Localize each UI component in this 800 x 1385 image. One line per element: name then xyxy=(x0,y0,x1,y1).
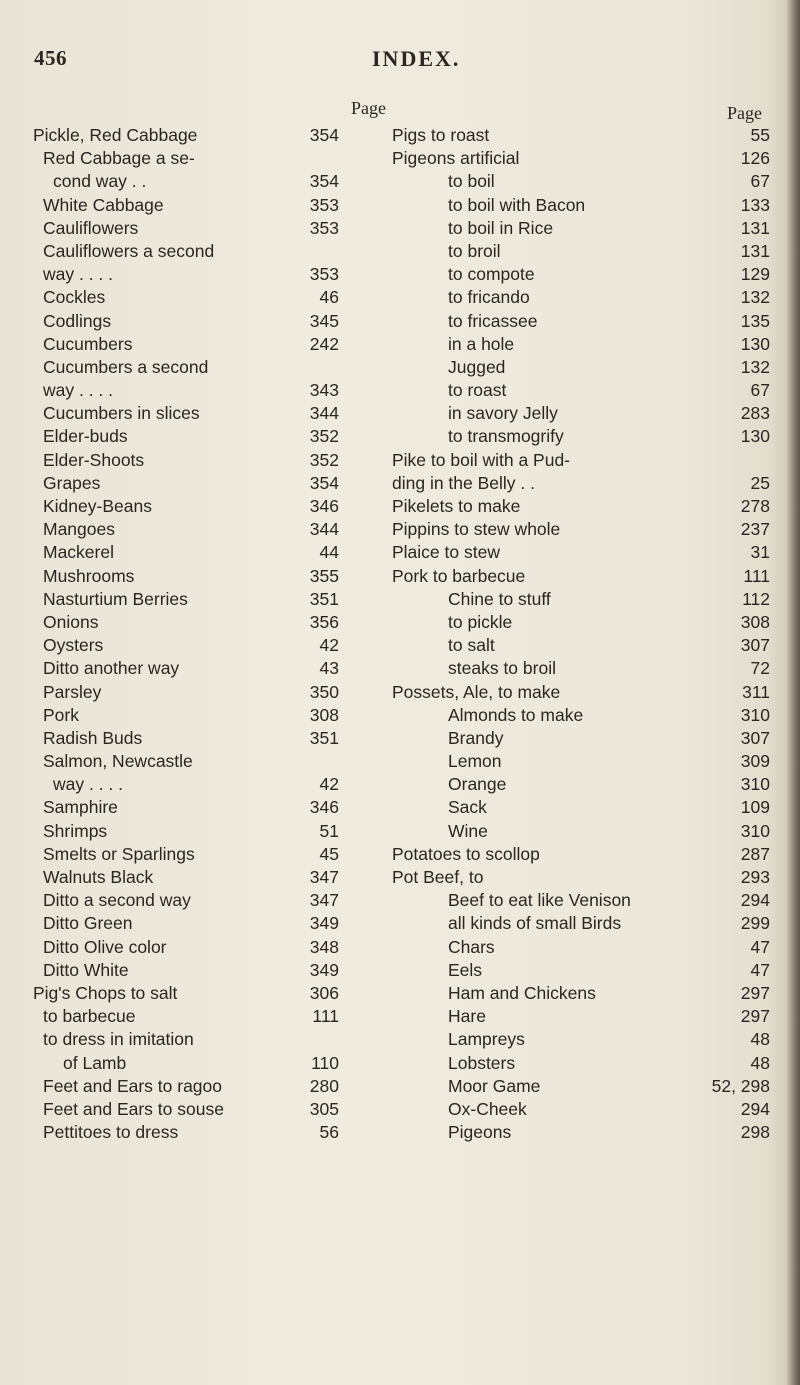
entry-label: Onions xyxy=(43,611,99,632)
entry-label: Feet and Ears to souse xyxy=(43,1098,224,1119)
entry-page-number: 278 xyxy=(740,496,770,516)
page-header xyxy=(0,46,800,78)
index-entry xyxy=(392,333,770,356)
index-entry xyxy=(392,889,770,912)
entry-page-number: 344 xyxy=(309,519,339,540)
entry-page-number: 112 xyxy=(742,588,770,609)
index-entry xyxy=(33,495,369,518)
entry-label: Pettitoes to dress xyxy=(43,1122,179,1143)
entry-page-number: 309 xyxy=(740,751,770,772)
index-entry xyxy=(392,704,770,727)
index-entry xyxy=(392,356,770,379)
entry-label: Walnuts Black xyxy=(43,867,154,887)
index-entry xyxy=(33,704,369,727)
index-entry xyxy=(392,1121,770,1144)
index-entry xyxy=(33,1028,369,1051)
entry-page-number: 67 xyxy=(750,171,770,192)
entry-page-number: 346 xyxy=(309,496,339,516)
index-entry xyxy=(392,982,770,1005)
entry-page-number: 47 xyxy=(750,959,770,980)
entry-page-number: 51 xyxy=(319,820,339,841)
entry-label: in a hole xyxy=(448,333,515,354)
entry-label: Oysters xyxy=(43,635,104,656)
index-entry xyxy=(33,565,369,588)
entry-label: way . . . . xyxy=(43,380,114,401)
entry-page-number: 56 xyxy=(319,1122,339,1143)
entry-label: Lemon xyxy=(448,751,502,772)
entry-label: steaks to broil xyxy=(448,658,556,679)
index-entry xyxy=(392,449,770,472)
index-entry xyxy=(33,982,369,1005)
entry-label: to compote xyxy=(448,264,535,285)
entry-label: Radish Buds xyxy=(43,727,143,748)
entry-label: Feet and Ears to ragoo xyxy=(43,1075,222,1096)
entry-page-number: 353 xyxy=(309,194,339,215)
entry-label: Salmon, Newcastle xyxy=(43,751,193,772)
entry-label: Eels xyxy=(448,959,483,980)
index-entry xyxy=(33,681,369,704)
entry-page-number: 44 xyxy=(319,542,339,563)
entry-label: Possets, Ale, to make xyxy=(392,681,561,702)
index-entry xyxy=(33,240,369,263)
entry-page-number: 293 xyxy=(740,867,770,887)
entry-label: to pickle xyxy=(448,611,513,632)
entry-label: Jugged xyxy=(448,356,506,377)
entry-label: Mackerel xyxy=(43,542,114,563)
index-entry xyxy=(33,286,369,309)
entry-label: Potatoes to scollop xyxy=(392,843,540,864)
entry-label: Pot Beef, to xyxy=(392,867,484,887)
entry-label: to fricassee xyxy=(448,310,538,331)
entry-page-number: 311 xyxy=(742,681,770,702)
index-entry xyxy=(392,518,770,541)
entry-label: Wine xyxy=(448,820,488,841)
index-entry xyxy=(392,843,770,866)
index-entry xyxy=(392,1052,770,1075)
index-entry xyxy=(33,263,369,286)
entry-label: to dress in imitation xyxy=(43,1029,194,1050)
index-entry xyxy=(33,889,369,912)
entry-page-number: 348 xyxy=(309,936,339,957)
index-entry xyxy=(33,657,369,680)
entry-page-number: 109 xyxy=(740,797,770,818)
index-entry xyxy=(33,820,369,843)
running-title: INDEX. xyxy=(372,46,461,71)
index-entry xyxy=(392,124,770,147)
index-entry xyxy=(33,796,369,819)
entry-page-number: 352 xyxy=(309,449,339,470)
index-entry xyxy=(33,1052,369,1075)
index-entry xyxy=(392,379,770,402)
entry-page-number: 131 xyxy=(740,217,770,238)
index-entry xyxy=(33,750,369,773)
entry-label: Chine to stuff xyxy=(448,588,551,609)
entry-label: Orange xyxy=(448,774,507,795)
entry-label: Ditto another way xyxy=(43,658,180,679)
index-entry xyxy=(392,240,770,263)
index-entry xyxy=(392,750,770,773)
index-entry xyxy=(392,263,770,286)
entry-page-number: 310 xyxy=(740,704,770,725)
entry-label: to roast xyxy=(448,380,507,401)
entry-label: Elder-buds xyxy=(43,426,128,447)
entry-label: Ham and Chickens xyxy=(448,982,596,1003)
entry-label: Pickle, Red Cabbage xyxy=(33,125,198,145)
entry-page-number: 72 xyxy=(750,658,770,679)
entry-label: Ditto a second way xyxy=(43,890,191,911)
entry-label: Sack xyxy=(448,797,487,818)
index-entry xyxy=(33,1005,369,1028)
index-entry xyxy=(392,194,770,217)
index-entry xyxy=(392,727,770,750)
entry-label: Shrimps xyxy=(43,820,108,841)
entry-page-number: 132 xyxy=(740,287,770,308)
index-entry xyxy=(33,912,369,935)
entry-page-number: 343 xyxy=(309,380,339,401)
index-entry xyxy=(392,1075,770,1098)
index-entry xyxy=(392,1098,770,1121)
entry-page-number: 242 xyxy=(309,333,339,354)
entry-page-number: 310 xyxy=(740,774,770,795)
index-entry xyxy=(33,449,369,472)
entry-label: Elder-Shoots xyxy=(43,449,145,470)
index-entry xyxy=(33,310,369,333)
entry-page-number: 305 xyxy=(309,1098,339,1119)
entry-label: way . . . . xyxy=(43,264,114,285)
entry-label: Pig's Chops to salt xyxy=(33,982,178,1003)
entry-page-number: 347 xyxy=(309,890,339,911)
index-entry xyxy=(33,1098,369,1121)
entry-label: Mangoes xyxy=(43,519,115,540)
entry-label: Pork to barbecue xyxy=(392,565,526,586)
entry-page-number: 48 xyxy=(750,1052,770,1073)
entry-page-number: 351 xyxy=(309,727,339,748)
entry-label: Beef to eat like Venison xyxy=(448,890,631,911)
entry-page-number: 280 xyxy=(309,1075,339,1096)
left-index-column xyxy=(33,124,369,1144)
entry-label: to salt xyxy=(448,635,495,656)
index-entry xyxy=(392,1028,770,1051)
entry-page-number: 25 xyxy=(750,472,770,493)
entry-label: Pikelets to make xyxy=(392,496,521,516)
entry-page-number: 307 xyxy=(740,635,770,656)
entry-page-number: 297 xyxy=(740,982,770,1003)
entry-page-number: 42 xyxy=(319,635,339,656)
entry-page-number: 298 xyxy=(740,1122,770,1143)
entry-page-number: 355 xyxy=(309,565,339,586)
entry-page-number: 31 xyxy=(750,542,770,563)
entry-label: Parsley xyxy=(43,681,102,702)
entry-page-number: 345 xyxy=(309,310,339,331)
index-entry xyxy=(33,147,369,170)
index-entry xyxy=(33,866,369,889)
entry-label: Cucumbers xyxy=(43,333,133,354)
index-entry xyxy=(392,495,770,518)
entry-page-number: 294 xyxy=(740,1098,770,1119)
entry-page-number: 48 xyxy=(750,1029,770,1050)
entry-label: Codlings xyxy=(43,310,112,331)
entry-page-number: 129 xyxy=(740,264,770,285)
entry-label: in savory Jelly xyxy=(448,403,558,424)
index-entry xyxy=(33,425,369,448)
entry-page-number: 42 xyxy=(319,774,339,795)
entry-page-number: 299 xyxy=(740,913,770,934)
entry-page-number: 356 xyxy=(309,611,339,632)
entry-label: all kinds of small Birds xyxy=(448,913,622,934)
entry-label: Lampreys xyxy=(448,1029,525,1050)
index-entry xyxy=(392,217,770,240)
entry-page-number: 344 xyxy=(309,403,339,424)
index-entry xyxy=(392,402,770,425)
entry-page-number: 287 xyxy=(740,843,770,864)
entry-label: Red Cabbage a se- xyxy=(43,148,195,169)
index-entry xyxy=(392,1005,770,1028)
entry-label: Kidney-Beans xyxy=(43,496,152,516)
index-entry xyxy=(392,147,770,170)
index-entry xyxy=(392,310,770,333)
entry-page-number: 353 xyxy=(309,264,339,285)
entry-page-number: 135 xyxy=(740,310,770,331)
index-entry xyxy=(33,611,369,634)
index-entry xyxy=(392,681,770,704)
entry-page-number: 110 xyxy=(311,1052,339,1073)
entry-label: Moor Game xyxy=(448,1075,541,1096)
index-entry xyxy=(33,1075,369,1098)
entry-label: Ditto White xyxy=(43,959,129,980)
index-entry xyxy=(33,379,369,402)
page-edge-shadow xyxy=(786,0,800,1385)
entry-page-number: 306 xyxy=(309,982,339,1003)
entry-label: of Lamb xyxy=(63,1052,127,1073)
index-entry xyxy=(392,286,770,309)
entry-label: Smelts or Sparlings xyxy=(43,843,195,864)
entry-page-number: 308 xyxy=(309,704,339,725)
entry-page-number: 349 xyxy=(309,913,339,934)
entry-label: cond way . . xyxy=(53,171,147,192)
entry-page-number: 307 xyxy=(740,727,770,748)
index-entry xyxy=(33,194,369,217)
entry-label: Pigs to roast xyxy=(392,125,490,145)
left-column-heading: Page xyxy=(351,98,386,118)
entry-label: Grapes xyxy=(43,472,101,493)
right-index-column xyxy=(392,124,770,1144)
index-entry xyxy=(33,588,369,611)
index-entry xyxy=(33,634,369,657)
index-entry xyxy=(392,936,770,959)
entry-label: Brandy xyxy=(448,727,504,748)
entry-label: to broil xyxy=(448,240,501,261)
entry-label: way . . . . xyxy=(53,774,124,795)
entry-page-number: 130 xyxy=(740,333,770,354)
entry-label: to fricando xyxy=(448,287,530,308)
entry-page-number: 132 xyxy=(740,356,770,377)
entry-label: Pigeons artificial xyxy=(392,148,520,169)
entry-label: Chars xyxy=(448,936,495,957)
entry-page-number: 130 xyxy=(740,426,770,447)
entry-page-number: 308 xyxy=(740,611,770,632)
index-entry xyxy=(392,611,770,634)
index-entry xyxy=(33,541,369,564)
entry-page-number: 352 xyxy=(309,426,339,447)
entry-page-number: 43 xyxy=(319,658,339,679)
entry-page-number: 297 xyxy=(740,1006,770,1027)
entry-page-number: 111 xyxy=(743,565,770,586)
entry-page-number: 346 xyxy=(309,797,339,818)
entry-label: White Cabbage xyxy=(43,194,164,215)
index-entry xyxy=(33,1121,369,1144)
entry-label: Ditto Olive color xyxy=(43,936,167,957)
page-number: 456 xyxy=(34,46,67,70)
entry-label: ding in the Belly . . xyxy=(392,472,535,493)
index-entry xyxy=(33,170,369,193)
entry-label: Nasturtium Berries xyxy=(43,588,188,609)
index-entry xyxy=(33,518,369,541)
entry-page-number: 354 xyxy=(309,472,339,493)
entry-label: Mushrooms xyxy=(43,565,135,586)
entry-page-number: 353 xyxy=(309,217,339,238)
index-entry xyxy=(33,936,369,959)
entry-label: to boil with Bacon xyxy=(448,194,586,215)
index-entry xyxy=(33,959,369,982)
index-entry xyxy=(392,541,770,564)
entry-label: Pork xyxy=(43,704,79,725)
entry-label: Cauliflowers xyxy=(43,217,139,238)
entry-label: Cucumbers in slices xyxy=(43,403,200,424)
index-entry xyxy=(392,170,770,193)
index-entry xyxy=(33,843,369,866)
index-entry xyxy=(392,959,770,982)
index-entry xyxy=(33,333,369,356)
index-entry xyxy=(392,820,770,843)
entry-page-number: 55 xyxy=(750,125,770,145)
entry-page-number: 131 xyxy=(740,240,770,261)
entry-page-number: 347 xyxy=(309,867,339,887)
index-entry xyxy=(392,472,770,495)
entry-page-number: 294 xyxy=(740,890,770,911)
index-entry xyxy=(33,727,369,750)
entry-page-number: 52, 298 xyxy=(711,1075,770,1096)
index-entry xyxy=(33,356,369,379)
entry-label: to transmogrify xyxy=(448,426,564,447)
entry-label: Cockles xyxy=(43,287,106,308)
entry-page-number: 133 xyxy=(740,194,770,215)
entry-label: Lobsters xyxy=(448,1052,516,1073)
entry-page-number: 111 xyxy=(312,1006,339,1027)
entry-label: Cucumbers a second xyxy=(43,356,209,377)
entry-page-number: 47 xyxy=(750,936,770,957)
entry-page-number: 310 xyxy=(740,820,770,841)
entry-label: to boil xyxy=(448,171,495,192)
entry-label: Pike to boil with a Pud- xyxy=(392,449,571,470)
entry-label: Ox-Cheek xyxy=(448,1098,527,1119)
entry-label: to barbecue xyxy=(43,1006,136,1027)
entry-label: Pippins to stew whole xyxy=(392,519,561,540)
entry-page-number: 46 xyxy=(319,287,339,308)
index-entry xyxy=(392,425,770,448)
entry-label: Hare xyxy=(448,1006,486,1027)
index-entry xyxy=(33,472,369,495)
index-entry xyxy=(33,402,369,425)
entry-label: to boil in Rice xyxy=(448,217,554,238)
entry-page-number: 283 xyxy=(740,403,770,424)
index-entry xyxy=(392,634,770,657)
entry-label: Ditto Green xyxy=(43,913,133,934)
index-entry xyxy=(392,796,770,819)
entry-page-number: 350 xyxy=(309,681,339,702)
index-entry xyxy=(392,866,770,889)
entry-page-number: 354 xyxy=(309,125,339,145)
index-entry xyxy=(392,657,770,680)
entry-page-number: 67 xyxy=(750,380,770,401)
entry-page-number: 349 xyxy=(309,959,339,980)
entry-page-number: 126 xyxy=(740,148,770,169)
right-column-heading: Page xyxy=(727,103,762,123)
entry-page-number: 237 xyxy=(740,519,770,540)
entry-label: Almonds to make xyxy=(448,704,584,725)
index-entry xyxy=(392,773,770,796)
entry-label: Samphire xyxy=(43,797,118,818)
entry-label: Pigeons xyxy=(448,1122,512,1143)
index-entry xyxy=(392,588,770,611)
index-entry xyxy=(392,565,770,588)
index-entry xyxy=(392,912,770,935)
entry-page-number: 45 xyxy=(319,843,339,864)
index-entry xyxy=(33,124,369,147)
entry-page-number: 354 xyxy=(309,171,339,192)
entry-label: Cauliflowers a second xyxy=(43,240,215,261)
entry-label: Plaice to stew xyxy=(392,542,500,563)
index-entry xyxy=(33,773,369,796)
entry-page-number: 351 xyxy=(309,588,339,609)
index-entry xyxy=(33,217,369,240)
